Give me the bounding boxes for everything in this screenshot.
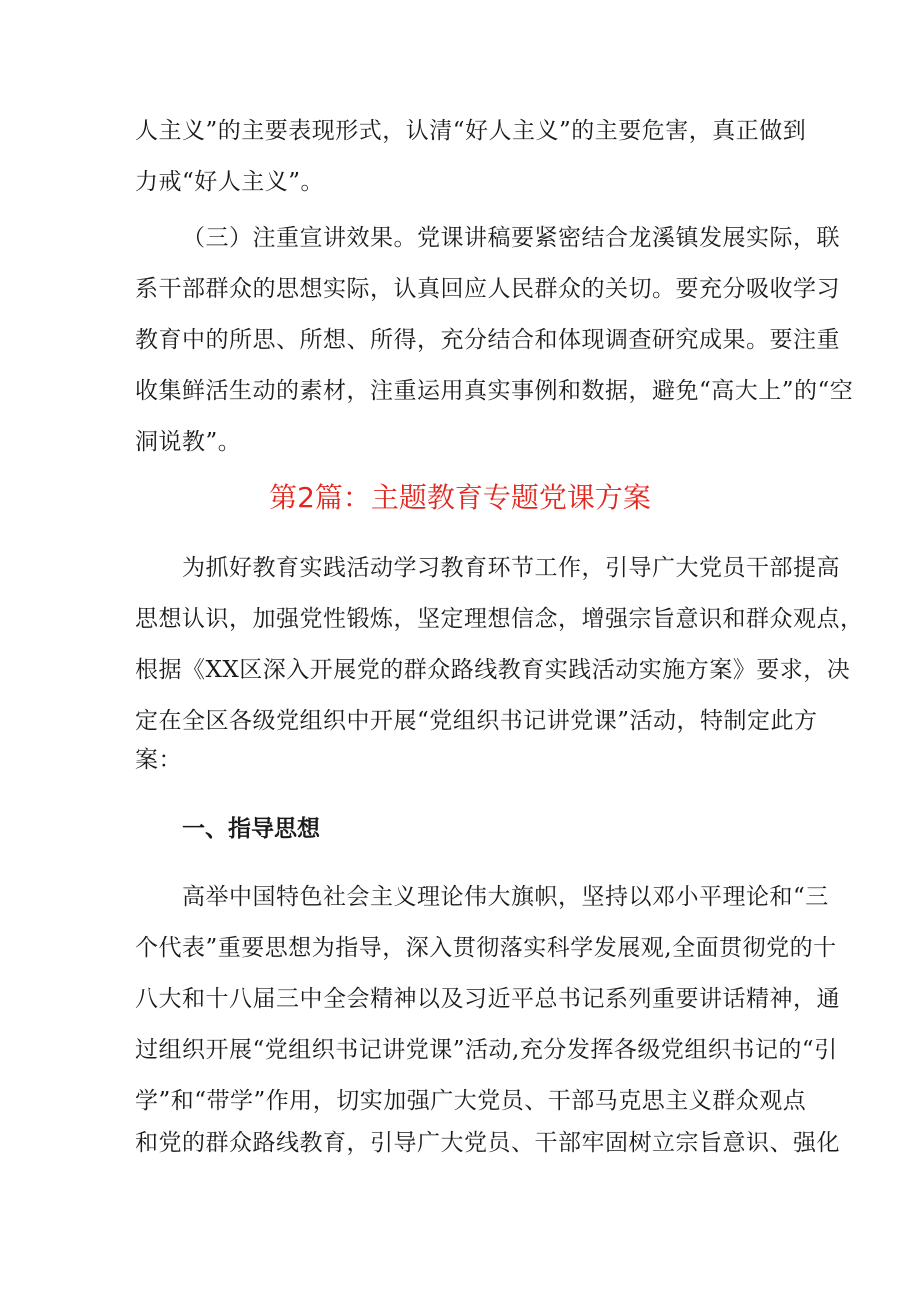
para3-line-3: 根据《XX区深入开展党的群众路线教育实践活动实施方案》要求，决 xyxy=(135,657,851,683)
para4-line-3: 八大和十八届三中全会精神以及习近平总书记系列重要讲话精神，通 xyxy=(135,986,840,1012)
para4-line-2: 个代表”重要思想为指导，深入贯彻落实科学发展观,全面贯彻党的十 xyxy=(135,935,837,961)
para4-line-5: 学”和“带学”作用，切实加强广大党员、干部马克思主义群众观点 xyxy=(135,1088,807,1114)
para4-line-6: 和党的群众路线教育，引导广大党员、干部牢固树立宗旨意识、强化 xyxy=(135,1130,840,1156)
para2-line-2: 系干部群众的思想实际，认真回应人民群众的关切。要充分吸收学习 xyxy=(135,276,840,302)
para3-line-2: 思想认识，加强党性锻炼，坚定理想信念，增强宗旨意识和群众观点， xyxy=(135,606,864,632)
para3-line-1: 为抓好教育实践活动学习教育环节工作，引导广大党员干部提高 xyxy=(182,555,840,581)
para3-line-5: 案： xyxy=(135,747,182,773)
para2-line-4: 收集鲜活生动的素材，注重运用真实事例和数据，避免“高大上”的“空 xyxy=(135,378,854,404)
section-heading: 一、指导思想 xyxy=(182,816,320,842)
article-title: 第2篇：主题教育专题党课方案 xyxy=(269,481,651,514)
para2-line-3: 教育中的所思、所想、所得，充分结合和体现调查研究成果。要注重 xyxy=(135,327,840,353)
para1-line-1: 人主义”的主要表现形式，认清“好人主义”的主要危害，真正做到 xyxy=(135,118,807,144)
para4-line-4: 过组织开展“党组织书记讲党课”活动,充分发挥各级党组织书记的“引 xyxy=(135,1037,838,1063)
para2-line-5: 洞说教”。 xyxy=(135,429,242,455)
para3-line-4: 定在全区各级党组织中开展“党组织书记讲党课”活动，特制定此方 xyxy=(135,708,818,734)
para4-line-1: 高举中国特色社会主义理论伟大旗帜，坚持以邓小平理论和“三 xyxy=(182,884,829,910)
para1-line-2: 力戒“好人主义”。 xyxy=(135,169,325,195)
para2-line-1: （三）注重宣讲效果。党课讲稿要紧密结合龙溪镇发展实际，联 xyxy=(182,225,840,251)
